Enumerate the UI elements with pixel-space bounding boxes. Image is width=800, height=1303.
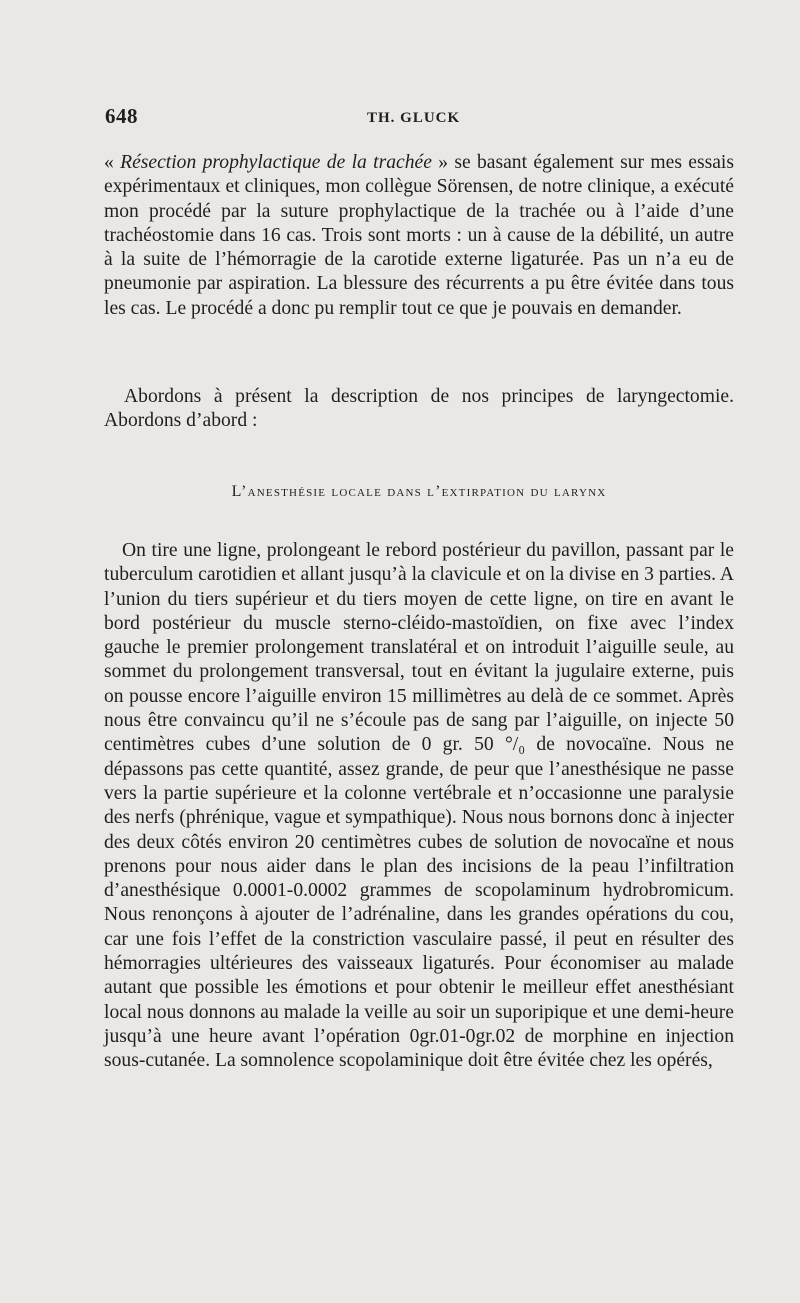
open-quote: « xyxy=(104,152,121,173)
paragraph-3-text xyxy=(104,539,734,1074)
paragraph-2-text xyxy=(104,385,734,434)
page-header xyxy=(105,104,735,132)
italic-title: Résection prophylactique de la trachée xyxy=(120,152,432,173)
paragraph-2 xyxy=(104,385,734,434)
paragraph-1-text xyxy=(104,151,734,321)
paragraph-1-body: » se basant également sur mes essais expérimentaux et cliniques, mon collègue Sörensen, de notre clinique, a exécuté mon procédé par la suture prophylactique de la trachée ou à l’aide d’une trachéostomie dans 16 cas. Trois sont morts : un à cause de la débilité, un autre à la suite de l’hémorragie de la carotide externe ligaturée. Pas un n’a eu de pneumonie par aspiration. La blessure des récurrents a pu être évitée dans tous les cas. Le procédé a donc pu remplir tout ce que je pouvais en demander. xyxy=(104,152,734,319)
paragraph-2-body: Abordons à présent la description de nos principes de laryngectomie. Abordons d’abord : xyxy=(104,386,734,432)
section-heading: L’anesthésie locale dans l’extirpation du larynx xyxy=(231,483,607,500)
paragraph-1 xyxy=(104,151,734,321)
paragraph-3 xyxy=(104,539,734,1074)
running-head: TH. GLUCK xyxy=(367,110,461,126)
paragraph-3-body: On tire une ligne, prolongeant le rebord postérieur du pavillon, passant par le tuberculum carotidien et allant jusqu’à la clavicule et on la divise en 3 parties. A l’union du tiers supérieur et du tiers moyen de cette ligne, on tire en avant le bord postérieur du muscle sterno-cléido-mastoïdien, on fixe avec l’index gauche le premier prolongement translatéral et on introduit l’aiguille seule, au sommet du prolongement transversal, tout en évitant la jugulaire externe, puis on pousse encore l’aiguille environ 15 millimètres au delà de ce sommet. Après nous être convaincu qu’il ne s’écoule pas de sang par l’aiguille, on injecte 50 centimètres cubes d’une solution de 0 gr. 50 °/₀ de novocaïne. Nous ne dépassons pas cette quantité, assez grande, de peur que l’anesthésique ne passe vers la partie supérieure et la colonne vertébrale et n’occasionne une paralysie des nerfs (phrénique, vague et sympathique). Nous nous bornons donc à injecter des deux côtés environ 20 centimètres cubes de solution de novocaïne et nous prenons pour nous aider dans le plan des incisions de la peau l’infiltration d’anesthésique 0.0001-0.0002 grammes de scopolaminum hydrobromicum. Nous renonçons à ajouter de l’adrénaline, dans les grandes opérations du cou, car une fois l’effet de la constriction vasculaire passé, il peut en résulter des hémorragies ultérieures des vaisseaux ligaturés. Pour économiser au malade autant que possible les émotions et pour obtenir le meilleur effet anesthésiant local nous donnons au malade la veille au soir un suporipique et une demi-heure jusqu’à une heure avant l’opération 0gr.01-0gr.02 de morphine en injection sous-cutanée. La somnolence scopolaminique doit être évitée chez les opérés, xyxy=(104,540,734,1072)
page-number: 648 xyxy=(105,104,138,128)
